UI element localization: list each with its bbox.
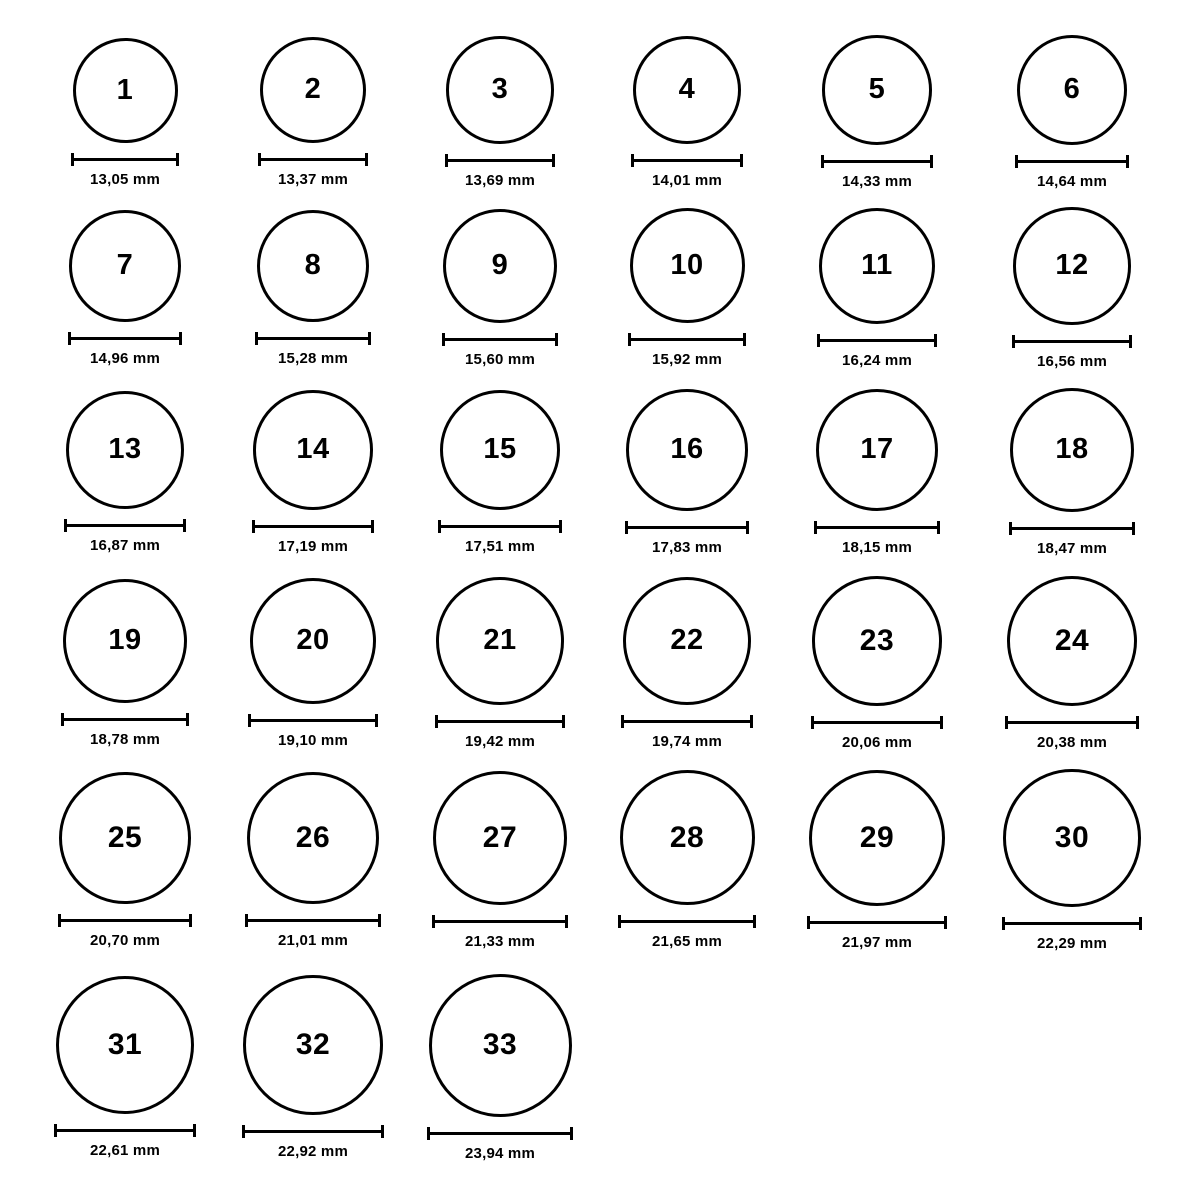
ruler-bar [252, 525, 374, 528]
ring-diameter-ruler [821, 155, 933, 167]
ruler-bar [618, 920, 756, 923]
ruler-cap-right [1132, 522, 1135, 535]
ruler-cap-right [375, 714, 378, 727]
ruler-cap-left [432, 915, 435, 928]
ring-diameter-label: 18,78 mm [90, 731, 160, 749]
ring-size-number: 20 [296, 624, 330, 657]
ruler-cap-left [61, 713, 64, 726]
ruler-bar [621, 720, 752, 723]
ring-diameter-ruler [1012, 335, 1132, 347]
ruler-bar [427, 1132, 573, 1135]
ring-size-item [223, 772, 403, 950]
ring-size-item [597, 770, 777, 950]
ring-diameter-label: 16,87 mm [90, 537, 160, 555]
ring-diameter-label: 20,06 mm [842, 733, 912, 751]
ruler-cap-left [1005, 716, 1008, 729]
ruler-cap-right [934, 334, 937, 347]
ring-size-item [223, 578, 403, 749]
ruler-cap-left [1009, 522, 1012, 535]
ring-diameter-label: 19,10 mm [278, 732, 348, 750]
ring-diameter-ruler [432, 915, 569, 927]
ruler-cap-right [183, 519, 186, 532]
ring-size-number: 13 [108, 433, 142, 466]
ring-size-item [35, 772, 215, 949]
ring-circle [1007, 576, 1138, 707]
ruler-bar [432, 920, 569, 923]
ring-size-number: 10 [670, 249, 704, 282]
ruler-cap-left [618, 915, 621, 928]
ring-size-item [787, 576, 967, 750]
ruler-cap-left [621, 715, 624, 728]
ring-diameter-ruler [242, 1125, 384, 1137]
ring-size-number: 9 [491, 249, 509, 282]
ruler-bar [821, 160, 933, 163]
ruler-bar [631, 159, 742, 162]
ring-size-item [787, 770, 967, 951]
ring-size-number: 6 [1063, 73, 1081, 106]
ruler-bar [625, 526, 750, 529]
ring-size-number: 5 [868, 73, 886, 106]
ruler-cap-right [365, 153, 368, 166]
ruler-cap-left [814, 521, 817, 534]
ruler-cap-left [807, 916, 810, 929]
ruler-bar [255, 337, 371, 340]
ring-diameter-ruler [1002, 917, 1142, 929]
ring-diameter-label: 14,96 mm [90, 349, 160, 367]
ring-diameter-label: 19,74 mm [652, 733, 722, 751]
ring-circle [812, 576, 941, 705]
ring-circle [66, 391, 184, 509]
ring-diameter-label: 18,15 mm [842, 539, 912, 557]
ring-diameter-label: 15,28 mm [278, 350, 348, 368]
ruler-bar [245, 919, 381, 922]
ring-diameter-ruler [807, 916, 946, 928]
ring-size-item [597, 577, 777, 750]
ring-circle [1017, 35, 1128, 146]
ruler-cap-left [628, 333, 631, 346]
ring-size-number: 29 [859, 820, 895, 854]
ruler-cap-left [811, 716, 814, 729]
ring-size-number: 26 [295, 820, 331, 854]
ring-circle [243, 975, 382, 1114]
ring-circle [250, 578, 376, 704]
ring-diameter-ruler [252, 520, 374, 532]
ring-circle [247, 772, 380, 905]
ruler-bar [1015, 160, 1129, 163]
ring-size-item [410, 771, 590, 950]
ring-size-number: 33 [482, 1028, 518, 1061]
ruler-cap-right [562, 715, 565, 728]
ring-diameter-label: 15,92 mm [652, 351, 722, 369]
ring-diameter-ruler [435, 715, 565, 727]
ruler-cap-left [817, 334, 820, 347]
ring-diameter-ruler [64, 519, 185, 531]
ring-circle [626, 389, 748, 511]
ring-circle [429, 974, 572, 1117]
ruler-cap-right [750, 715, 753, 728]
ruler-cap-left [242, 1125, 245, 1138]
ring-size-number: 2 [304, 73, 322, 106]
ruler-cap-left [248, 714, 251, 727]
ruler-bar [442, 338, 559, 341]
ring-size-item [982, 388, 1162, 557]
ring-size-item [787, 389, 967, 557]
ring-diameter-label: 21,01 mm [278, 932, 348, 950]
ruler-cap-left [631, 154, 634, 167]
ring-diameter-ruler [445, 154, 555, 166]
ruler-bar [248, 719, 377, 722]
ring-diameter-ruler [817, 334, 936, 346]
ruler-cap-left [821, 155, 824, 168]
ruler-cap-left [258, 153, 261, 166]
ring-size-number: 1 [116, 73, 134, 106]
ring-diameter-ruler [621, 715, 752, 727]
ring-diameter-ruler [248, 714, 377, 726]
ruler-bar [61, 718, 189, 721]
ring-size-item [787, 35, 967, 189]
ring-size-number: 7 [116, 249, 134, 282]
ring-circle [1010, 388, 1134, 512]
ring-size-number: 24 [1054, 623, 1090, 657]
ruler-bar [1009, 527, 1136, 530]
ruler-cap-left [1015, 155, 1018, 168]
ring-size-item [597, 208, 777, 368]
ruler-cap-right [189, 914, 192, 927]
ring-size-item [410, 974, 590, 1162]
ring-circle [63, 579, 188, 704]
ruler-cap-left [245, 914, 248, 927]
ring-circle [443, 209, 557, 323]
ring-circle [816, 389, 939, 512]
ring-size-number: 25 [107, 820, 143, 854]
ring-size-item [35, 38, 215, 188]
ring-size-item [410, 36, 590, 188]
ruler-cap-right [1126, 155, 1129, 168]
ring-circle [257, 210, 370, 323]
ring-size-item [982, 35, 1162, 191]
ring-diameter-label: 21,65 mm [652, 933, 722, 951]
ring-size-item [982, 769, 1162, 951]
ring-diameter-label: 22,61 mm [90, 1142, 160, 1160]
ruler-bar [628, 338, 746, 341]
ruler-cap-right [371, 520, 374, 533]
ruler-bar [58, 919, 193, 922]
ring-size-item [35, 976, 215, 1159]
ring-diameter-ruler [631, 154, 742, 166]
ruler-bar [1012, 340, 1132, 343]
ring-size-number: 11 [861, 249, 893, 282]
ring-circle [809, 770, 945, 906]
ruler-cap-left [64, 519, 67, 532]
ruler-bar [807, 921, 946, 924]
ruler-cap-left [427, 1127, 430, 1140]
ring-circle [822, 35, 931, 144]
ruler-cap-left [442, 333, 445, 346]
ruler-cap-right [1139, 917, 1142, 930]
ruler-cap-right [937, 521, 940, 534]
ring-diameter-ruler [811, 716, 943, 728]
ruler-cap-right [746, 521, 749, 534]
ring-size-number: 8 [304, 249, 322, 282]
ring-diameter-ruler [618, 915, 756, 927]
ruler-cap-right [740, 154, 743, 167]
ruler-cap-right [570, 1127, 573, 1140]
ring-circle [69, 210, 181, 322]
ring-size-number: 21 [483, 624, 517, 657]
ruler-cap-right [1129, 335, 1132, 348]
ring-size-number: 22 [670, 624, 704, 657]
ring-size-number: 30 [1054, 820, 1090, 854]
ring-size-item [223, 390, 403, 554]
ruler-cap-left [71, 153, 74, 166]
ruler-cap-right [193, 1124, 196, 1137]
ruler-cap-right [555, 333, 558, 346]
ring-diameter-label: 23,94 mm [465, 1144, 535, 1162]
ring-diameter-label: 20,38 mm [1037, 734, 1107, 752]
ruler-cap-right [368, 332, 371, 345]
ruler-bar [68, 337, 183, 340]
ruler-bar [1005, 721, 1139, 724]
ring-size-number: 19 [108, 624, 142, 657]
ring-diameter-label: 14,64 mm [1037, 173, 1107, 191]
ring-diameter-label: 18,47 mm [1037, 539, 1107, 557]
ring-size-number: 32 [295, 1027, 331, 1061]
ring-diameter-label: 17,19 mm [278, 537, 348, 555]
ring-size-number: 16 [670, 433, 704, 466]
ring-diameter-label: 22,92 mm [278, 1142, 348, 1160]
ruler-cap-left [255, 332, 258, 345]
ruler-cap-left [58, 914, 61, 927]
ring-diameter-ruler [245, 914, 381, 926]
ring-size-number: 3 [491, 73, 509, 106]
ring-circle [446, 36, 553, 143]
ring-diameter-ruler [625, 521, 750, 533]
ruler-bar [54, 1129, 195, 1132]
ring-diameter-label: 20,70 mm [90, 931, 160, 949]
ring-diameter-ruler [438, 520, 562, 532]
ring-size-item [982, 576, 1162, 752]
ruler-bar [258, 158, 367, 161]
ring-size-item [223, 975, 403, 1159]
ring-diameter-ruler [427, 1127, 573, 1139]
ring-circle [633, 36, 741, 144]
ruler-bar [811, 721, 943, 724]
ring-size-item [223, 210, 403, 368]
ruler-cap-left [1002, 917, 1005, 930]
ruler-bar [1002, 922, 1142, 925]
ruler-bar [71, 158, 179, 161]
ruler-cap-right [381, 1125, 384, 1138]
ring-circle [630, 208, 745, 323]
ring-size-number: 4 [678, 73, 696, 106]
ruler-bar [817, 339, 936, 342]
ring-circle [623, 577, 751, 705]
ring-size-number: 31 [107, 1027, 143, 1061]
ring-circle [73, 38, 178, 143]
ring-diameter-label: 22,29 mm [1037, 934, 1107, 952]
ring-size-item [35, 391, 215, 554]
ring-size-number: 15 [483, 433, 517, 466]
ring-diameter-ruler [814, 521, 940, 533]
ring-diameter-ruler [71, 153, 179, 165]
ruler-cap-right [186, 713, 189, 726]
ring-diameter-label: 21,97 mm [842, 934, 912, 952]
ring-diameter-label: 14,33 mm [842, 172, 912, 190]
ring-diameter-label: 21,33 mm [465, 932, 535, 950]
ring-size-item [35, 210, 215, 367]
ring-size-number: 12 [1055, 249, 1089, 282]
ruler-cap-left [445, 154, 448, 167]
ring-circle [620, 770, 755, 905]
ring-diameter-ruler [1009, 522, 1136, 534]
ring-size-number: 17 [860, 433, 894, 466]
ruler-cap-left [435, 715, 438, 728]
ring-size-number: 18 [1055, 433, 1089, 466]
ruler-cap-left [252, 520, 255, 533]
ring-diameter-ruler [1005, 716, 1139, 728]
ruler-cap-right [753, 915, 756, 928]
ruler-cap-right [1136, 716, 1139, 729]
ring-diameter-ruler [255, 332, 371, 344]
ring-circle [1013, 207, 1130, 324]
ring-circle [56, 976, 194, 1114]
ring-diameter-label: 16,56 mm [1037, 352, 1107, 370]
ring-diameter-ruler [442, 333, 559, 345]
ring-size-item [597, 36, 777, 189]
ring-diameter-label: 15,60 mm [465, 350, 535, 368]
ring-diameter-label: 17,51 mm [465, 538, 535, 556]
ring-diameter-label: 13,37 mm [278, 171, 348, 189]
ruler-cap-right [552, 154, 555, 167]
ring-size-item [410, 209, 590, 368]
ruler-bar [242, 1130, 384, 1133]
ring-diameter-ruler [58, 914, 193, 926]
ring-circle [433, 771, 567, 905]
ring-diameter-ruler [258, 153, 367, 165]
ruler-cap-right [176, 153, 179, 166]
ruler-cap-left [438, 520, 441, 533]
ring-diameter-label: 16,24 mm [842, 352, 912, 370]
ruler-cap-right [940, 716, 943, 729]
ruler-cap-right [378, 914, 381, 927]
ruler-bar [445, 159, 555, 162]
ring-size-item [410, 390, 590, 556]
ring-circle [440, 390, 561, 511]
ring-diameter-ruler [1015, 155, 1129, 167]
ruler-cap-right [179, 332, 182, 345]
ruler-bar [438, 525, 562, 528]
ring-size-item [787, 208, 967, 369]
ring-diameter-label: 14,01 mm [652, 172, 722, 190]
ruler-cap-right [565, 915, 568, 928]
ruler-cap-right [930, 155, 933, 168]
ring-diameter-ruler [61, 713, 189, 725]
ring-size-item [410, 577, 590, 749]
ring-diameter-label: 13,05 mm [90, 170, 160, 188]
ring-diameter-ruler [68, 332, 183, 344]
ruler-bar [814, 526, 940, 529]
ring-circle [819, 208, 935, 324]
ruler-cap-right [944, 916, 947, 929]
ruler-bar [64, 524, 185, 527]
ring-circle [1003, 769, 1140, 906]
ruler-cap-left [68, 332, 71, 345]
ring-size-number: 27 [482, 820, 518, 854]
ring-diameter-label: 19,42 mm [465, 732, 535, 750]
ring-circle [59, 772, 191, 904]
ring-size-number: 14 [296, 433, 330, 466]
ring-size-item [223, 37, 403, 188]
ruler-cap-right [743, 333, 746, 346]
ruler-bar [435, 720, 565, 723]
ring-circle [253, 390, 372, 509]
ring-size-number: 23 [859, 623, 895, 657]
ring-circle [436, 577, 563, 704]
ring-size-item [597, 389, 777, 556]
ring-diameter-label: 17,83 mm [652, 538, 722, 556]
ruler-cap-left [625, 521, 628, 534]
ring-size-item [982, 207, 1162, 369]
ring-diameter-ruler [54, 1124, 195, 1136]
ruler-cap-left [54, 1124, 57, 1137]
ring-size-number: 28 [669, 820, 705, 854]
ruler-cap-right [559, 520, 562, 533]
ring-size-item [35, 579, 215, 749]
ring-diameter-ruler [628, 333, 746, 345]
ring-circle [260, 37, 366, 143]
ring-diameter-label: 13,69 mm [465, 171, 535, 189]
ruler-cap-left [1012, 335, 1015, 348]
